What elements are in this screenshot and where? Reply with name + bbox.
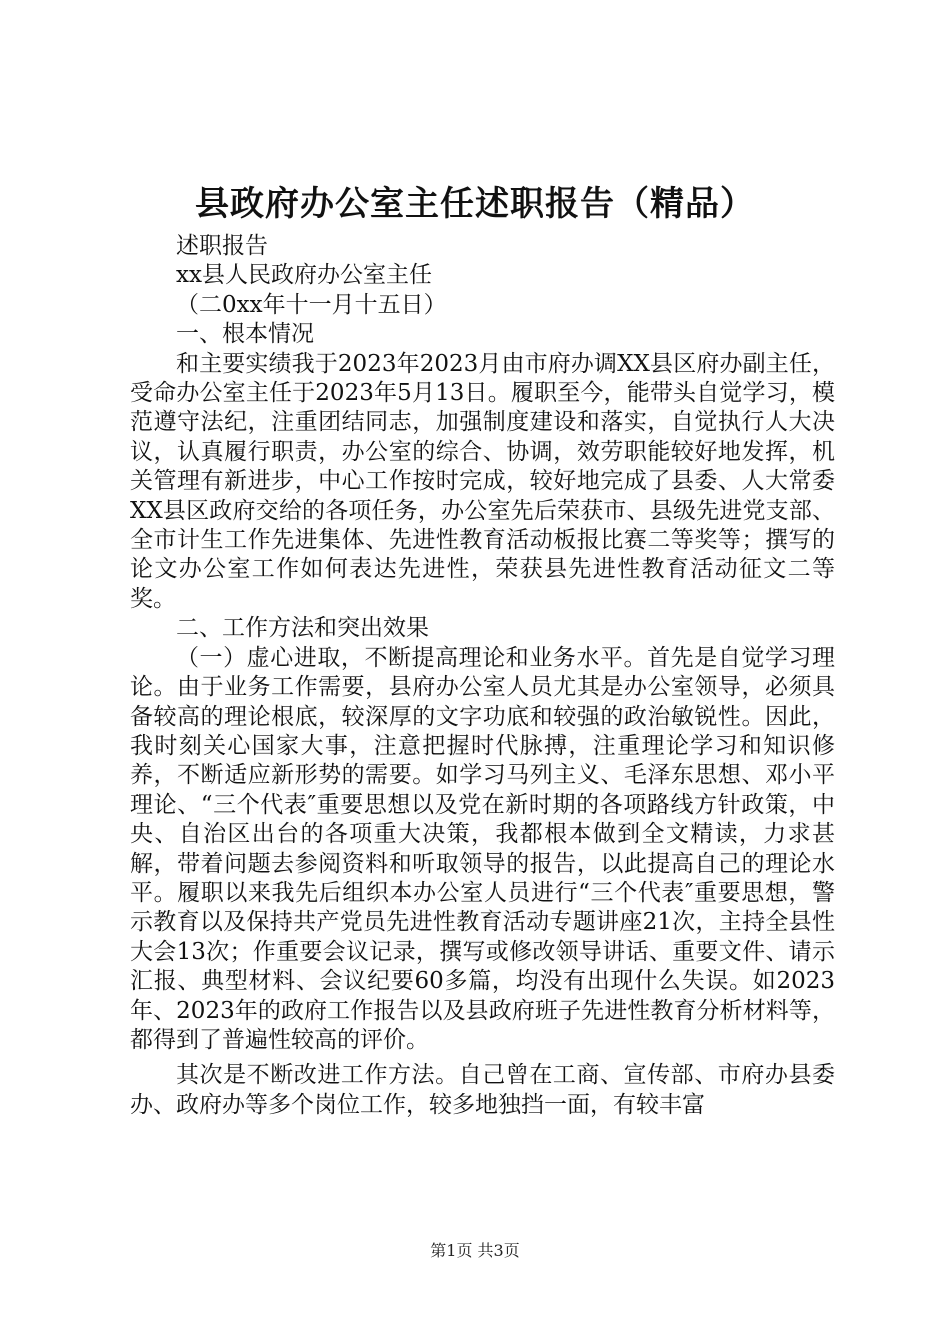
- document-body: [130, 232, 835, 1120]
- section-heading-basic-situation: 一、根本情况: [176, 321, 314, 348]
- paragraph-report-label: 述职报告: [176, 233, 268, 259]
- paragraph-study-theory: （一）虚心进取，不断提高理论和业务水平。首先是自觉学习理论。由于业务工作需要，县府办公室人员尤其是办公室领导，必须具备较高的理论根底，较深厚的文字功底和较强的政治敏锐性。因此，我时刻关心国家大事，注意把握时代脉搏，注重理论学习和知识修养，不断适应新形势的需要。如学习马列主义、毛泽东思想、邓小平理论、“三个代表″重要思想以及党在新时期的各项路线方针政策，中央、自治区出台的各项重大决策，我都根本做到全文精读，力求甚解，带着问题去参阅资料和听取领导的报告，以此提高自己的理论水平。履职以来我先后组织本办公室人员进行“三个代表″重要思想，警示教育以及保持共产党员先进性教育活动专题讲座21次，主持全县性大会13次；作重要会议记录，撰写或修改领导讲话、重要文件、请示汇报、典型材料、会议纪要60多篇，均没有出现什么失误。如2023年、2023年的政府工作报告以及县政府班子先进性教育分析材料等，都得到了普遍性较高的评价。: [130, 644, 835, 1053]
- paragraph-author: xx县人民政府办公室主任: [176, 262, 432, 289]
- paragraph-achievements: 和主要实绩我于2023年2023月由市府办调XX县区府办副主任，受命办公室主任于2023年5月13日。履职至今，能带头自觉学习，模范遵守法纪，注重团结同志，加强制度建设和落实，自觉执行人大决议，认真履行职责，办公室的综合、协调，效劳职能较好地发挥，机关管理有新进步，中心工作按时完成，较好地完成了县委、人大常委XX县区政府交给的各项任务，办公室先后荣获市、县级先进党支部、全市计生工作先进集体、先进性教育活动板报比赛二等奖等；撰写的论文办公室工作如何表达先进性，荣获县先进性教育活动征文二等奖。: [130, 350, 835, 612]
- document-title: 县政府办公室主任述职报告（精品）: [195, 184, 755, 224]
- page-footer: 第1页 共3页: [430, 1241, 520, 1260]
- section-heading-work-methods: 二、工作方法和突出效果: [176, 615, 429, 642]
- paragraph-date: （二0xx年十一月十五日）: [176, 291, 447, 318]
- paragraph-improve-methods: 其次是不断改进工作方法。自己曾在工商、宣传部、市府办县委办、政府办等多个岗位工作，较多地独挡一面，有较丰富: [130, 1062, 835, 1118]
